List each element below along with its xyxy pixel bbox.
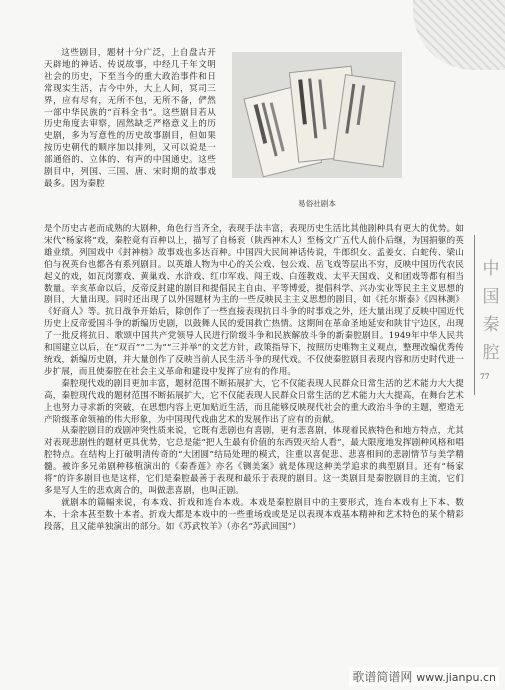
main-text-block: [44, 224, 464, 534]
paragraph-tragedy: 从秦腔剧目的戏剧冲突性质来说，它既有悲剧也有喜剧，更有悲喜剧，体现着民族特色和地方特点，尤其对表现悲剧性的题材更具优势，它总是能“把人生最有价值的东西毁灭给人看”，最大限度地发挥剧种风格和唱腔特点。在结构上打破明清传奇的“大团圆”结局处理的模式，注重以喜促悲、悲喜相间的悲剧情节与美学精髓。被许多兄弟剧种移植演出的《秦香莲》亦名《铡美案》就是体现这种美学追求的典型剧目。还有“杨家将”的许多剧目也是这样，它们是秦腔最善于表现和最乐于表现的剧目。这一类剧目是秦腔剧目的主流，它们多是写人生的悲欢离合的，叫做悲喜剧，也叫正剧。: [44, 426, 464, 496]
side-title-char: 中: [482, 259, 500, 279]
paragraph-intro: 这些剧目，题材十分广泛，上自盘古开天辟地的神话、传说故事，中经几千年文明社会的历史，下至当今的重大政治事件和日常现实生活，古今中外，大上人间，冥司三界，应有尽有，无所不包，无所不备，俨然一部中华民族的“百科全书”。这些剧目若从历史角度去审察，固然缺乏严格意义上的历史剧，多为写意性的历史故事剧目，但如果按历史朝代的顺序加以排列，又可以说是一部通俗的、立体的、有声的中国通史。这些剧目中，列国、三国、唐、宋时期的故事戏最多。因为秦腔: [44, 48, 216, 189]
paragraph-modern-drama: 秦腔现代戏的剧目更加丰富，题材范围不断拓展扩大，它不仅能表现人民群众日常生活的艺术能力大大提高，秦腔现代戏的题材范围不断拓展扩大，它不仅能表现人民群众日常生活的艺术能力大大提高，在舞台艺术上也努力寻求新的突破，在思想内容上更加贴近生活，而且能够反映现代社会的重大政治斗争的主题，塑造无产阶级革命领袖的伟大形象，为中国现代戏曲艺术的发展作出了应有的贡献。: [44, 378, 464, 425]
site-watermark: [349, 667, 499, 686]
paragraph-history: 是个历史古老而成熟的大剧种，角色行当齐全，表现手法丰富，表现历史生活比其他剧种具有更大的优势。如宋代“杨家将”戏，秦腔竟有百种以上，描写了自杨衮（陕西神木人）至杨文广五代人前仆后继，为国捐躯的英雄业绩。列国戏中《封神榜》故事戏也多达百种。中国四大民间神话传说，牛郎织女、孟姜女、白蛇传、梁山伯与祝英台也都各有系列剧目。以英雄人物为中心的关公戏、包公戏、岳飞戏等层出不穷，反映中国历代农民起义的戏，如瓦岗寨戏、黄巢戏、水浒戏、红巾军戏、闯王戏、白莲教戏、太平天国戏、义和团戏等都有相当数量。辛亥革命以后，反帝反封建的剧目和提倡民主自由、平等博爱，提倡科学、兴办实业等民主主义思想的剧目，大量出现。同时还出现了以外国题材为主的一些反映民主主义思想的剧目，如《托尔斯泰》《四林测》《好商人》等。抗日战争开始后，除创作了一些直接表现抗日斗争的时事戏之外，还大量出现了反映中国近代历史上反帝爱国斗争的新编历史剧，以鼓舞人民的爱国救亡热情。这期间在革命圣地延安和陕甘宁边区，出现了一批反将抗日、歌颂中国共产党领导人民进行阶级斗争和民族解放斗争的新秦腔剧目。1949年中华人民共和国建立以后，在“双百”“二为”“三并举”的文艺方针，政策指导下，按照历史唯物主义观点，整理改编优秀传统戏，新编历史剧，并大量创作了反映当前人民生活斗争的现代戏。不仅使秦腔剧目表现内容和历史时代进一步扩展，而且使秦腔在社会主义革命和建设中发挥了应有的作用。: [44, 224, 464, 377]
decorative-corner: [413, 0, 505, 70]
page-number: 77: [480, 372, 490, 381]
top-text-block: [44, 48, 216, 191]
manuscript-photo: [232, 52, 402, 178]
manuscript-photo-icon: [232, 52, 402, 178]
watermark-site-name: 歌谱简谱网: [352, 670, 413, 684]
side-title-char: 秦: [482, 315, 500, 335]
side-title-char: 国: [482, 287, 500, 307]
photo-caption: 易俗社剧本: [298, 199, 336, 208]
side-book-title: [478, 255, 504, 367]
side-divider: [474, 235, 475, 395]
paragraph-script-length: 就剧本的篇幅来说，有本戏、折戏和连台本戏。本戏是秦腔剧目中的主要形式，连台本戏有上下本、数本、十余本甚至数十本者。折戏大都是本戏中的一些重场戏或是足以表现本戏基本精神和艺术特色的某个精彩段落，且又能单独演出的部分。如《苏武牧羊》（亦名“苏武回国”）: [44, 497, 464, 532]
side-title-char: 腔: [482, 343, 500, 363]
watermark-url: www.jianpu.cn: [416, 671, 496, 684]
